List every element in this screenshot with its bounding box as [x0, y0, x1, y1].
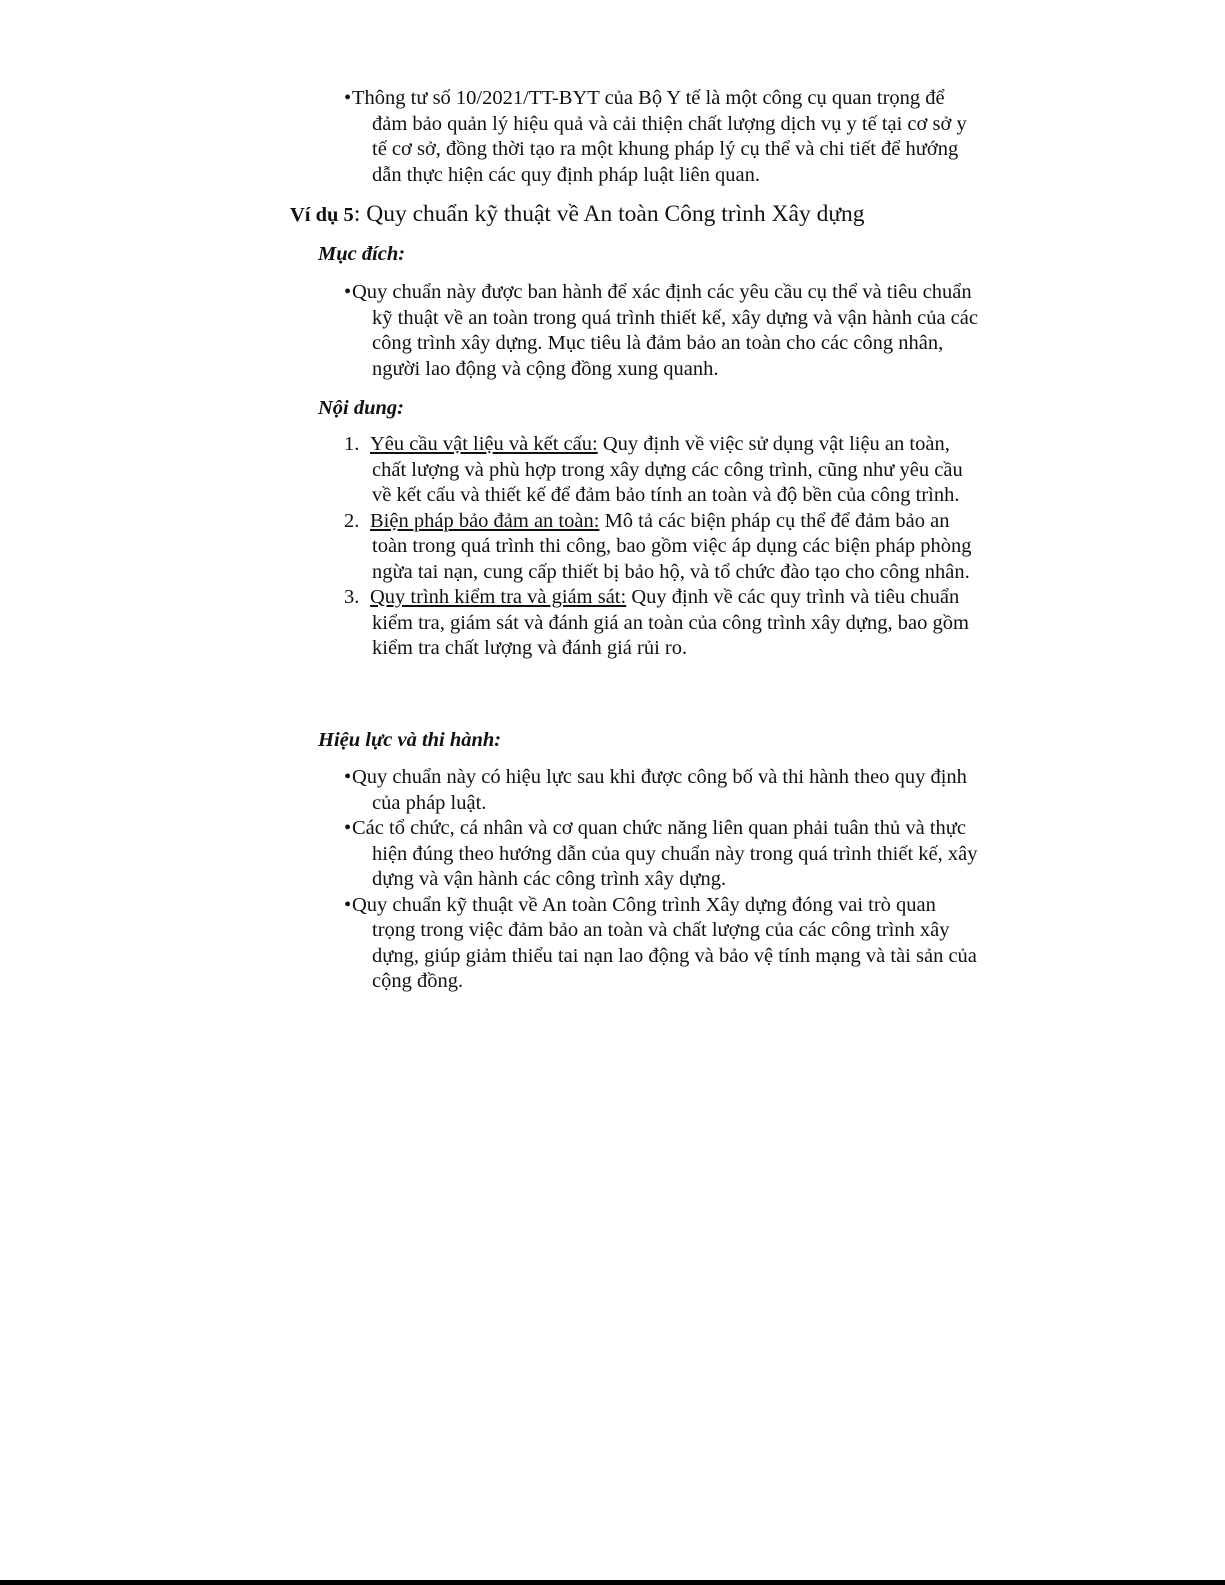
bullet-text: Các tổ chức, cá nhân và cơ quan chức năng liên quan phải tuân thủ và thực hiện đúng theo hướng dẫn của quy chuẩn này trong quá trình thiết kế, xây dựng và vận hành các công trình xây dựng. [352, 817, 978, 890]
list-item [344, 509, 984, 586]
bullet-dot: • [344, 817, 352, 839]
effect-bullets [344, 765, 984, 995]
list-number: 3. [344, 586, 360, 608]
list-item-title: Biện pháp bảo đảm an toàn: [370, 509, 600, 532]
bullet-paragraph [344, 816, 984, 893]
effect-heading: Hiệu lực và thi hành: [318, 729, 502, 751]
bullet-text: Quy chuẩn này được ban hành để xác định các yêu cầu cụ thể và tiêu chuẩn kỹ thuật về an toàn trong quá trình thiết kế, xây dựng và vận hành của các công trình xây dựng. Mục tiêu là đảm bảo an toàn cho các công nhân, người lao động và cộng đồng xung quanh. [352, 281, 978, 380]
bullet-paragraph [344, 765, 984, 816]
bullet-text: Quy chuẩn kỹ thuật về An toàn Công trình Xây dựng đóng vai trò quan trọng trong việc đảm bảo an toàn và chất lượng của các công trình xây dựng, giúp giảm thiểu tai nạn lao động và bảo vệ tính mạng và tài sản của cộng đồng. [352, 893, 977, 992]
example-title [290, 199, 865, 230]
bullet-dot: • [344, 281, 352, 303]
list-item-text: Mô tả các biện pháp cụ thể để đảm bảo an toàn trong quá trình thi công, bao gồm việc áp dụng các biện pháp phòng ngừa tai nạn, cung cấp thiết bị bảo hộ, và tổ chức đào tạo cho công nhân. [372, 509, 972, 583]
list-item-text: Quy định về các quy trình và tiêu chuẩn kiểm tra, giám sát và đánh giá an toàn của công trình xây dựng, bao gồm kiểm tra chất lượng và đánh giá rủi ro. [372, 586, 969, 659]
list-item-title: Quy trình kiểm tra và giám sát: [370, 586, 627, 608]
bullet-paragraph [344, 280, 984, 382]
content-list [344, 432, 984, 662]
bullet-dot: • [344, 766, 352, 788]
bullet-dot: • [344, 893, 352, 916]
purpose-bullets [344, 280, 984, 382]
example-label: Ví dụ 5 [290, 204, 354, 226]
bullet-text: Quy chuẩn này có hiệu lực sau khi được công bố và thi hành theo quy định của pháp luật. [352, 766, 967, 814]
page-bottom-border [0, 1580, 1225, 1585]
bullet-text: Thông tư số 10/2021/TT-BYT của Bộ Y tế là một công cụ quan trọng để đảm bảo quản lý hiệu quả và cải thiện chất lượng dịch vụ y tế tại cơ sở y tế cơ sở, đồng thời tạo ra một khung pháp lý cụ thể và chi tiết để hướng dẫn thực hiện các quy định pháp luật liên quan. [352, 87, 967, 186]
list-item-title: Yêu cầu vật liệu và kết cấu: [370, 433, 598, 455]
example-title-text: Quy chuẩn kỹ thuật về An toàn Công trình Xây dựng [366, 201, 865, 227]
list-item [344, 432, 984, 509]
list-number: 2. [344, 509, 360, 532]
list-item-text: Quy định về việc sử dụng vật liệu an toàn, chất lượng và phù hợp trong xây dựng các công trình, cũng như yêu cầu về kết cấu và thiết kế để đảm bảo tính an toàn và độ bền của công trình. [372, 433, 963, 506]
list-item [344, 585, 984, 662]
example-separator: : [353, 201, 367, 227]
bullet-paragraph [344, 893, 984, 995]
bullet-dot: • [344, 87, 352, 109]
bullet-paragraph [344, 86, 984, 188]
list-number: 1. [344, 433, 360, 455]
content-heading: Nội dung: [318, 397, 405, 419]
purpose-heading: Mục đích: [318, 243, 406, 265]
intro-bullet-block [344, 86, 984, 188]
